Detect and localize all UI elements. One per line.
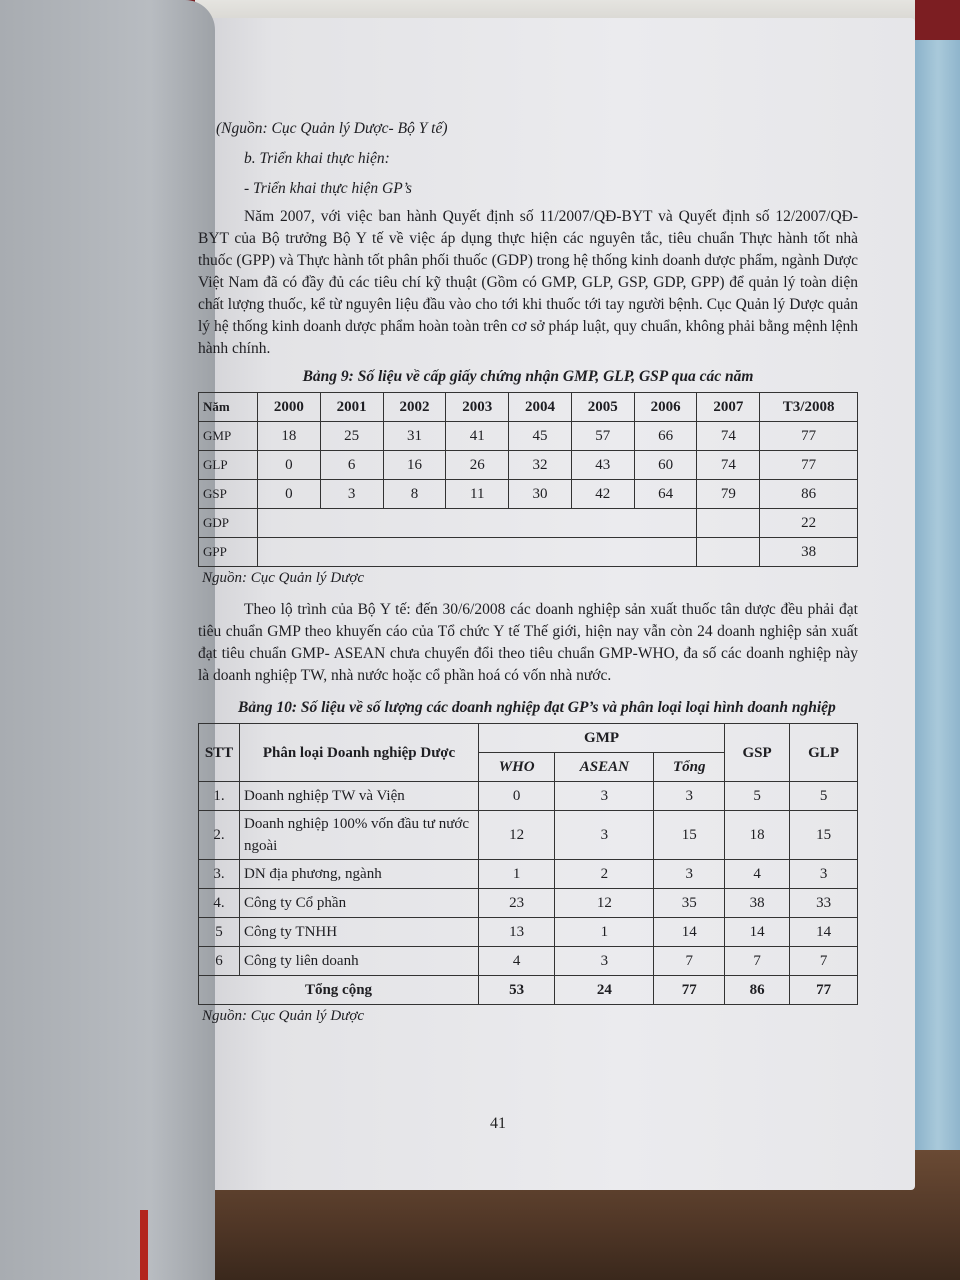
table-cell: 18 — [258, 422, 321, 451]
table-cell-empty — [697, 509, 760, 538]
table-cell: 24 — [555, 976, 654, 1005]
page-number: 41 — [490, 1115, 506, 1132]
table9-header-cell: 2006 — [634, 393, 697, 422]
table-cell: 1 — [555, 918, 654, 947]
table-cell: 1 — [479, 860, 555, 889]
table-row — [199, 947, 858, 976]
table-cell: 30 — [509, 480, 572, 509]
table-cell: GDP — [199, 509, 258, 538]
table-cell: 77 — [654, 976, 725, 1005]
total-label: Tổng cộng — [199, 976, 479, 1005]
table10-header-cell: WHO — [479, 753, 555, 782]
table-cell: Công ty TNHH — [240, 918, 479, 947]
table9-header-cell: 2001 — [320, 393, 383, 422]
table-cell: 6 — [320, 451, 383, 480]
table-row — [199, 451, 858, 480]
source-line: (Nguồn: Cục Quản lý Dược- Bộ Y tế) — [216, 120, 448, 137]
table-cell: 57 — [571, 422, 634, 451]
table-cell: 18 — [725, 811, 790, 860]
table9-source: Nguồn: Cục Quản lý Dược — [202, 570, 364, 586]
table-cell: 12 — [479, 811, 555, 860]
table-cell: 31 — [383, 422, 446, 451]
table10-source: Nguồn: Cục Quản lý Dược — [202, 1008, 364, 1024]
table-cell: 2. — [199, 811, 240, 860]
table-cell: 77 — [790, 976, 858, 1005]
table-cell: 3 — [555, 947, 654, 976]
table-cell: 11 — [446, 480, 509, 509]
table-cell: 66 — [634, 422, 697, 451]
table-cell: 38 — [725, 889, 790, 918]
table-cell: 7 — [790, 947, 858, 976]
table-9 — [198, 392, 858, 567]
table-cell: 86 — [725, 976, 790, 1005]
table-row — [199, 509, 858, 538]
table-cell: 3 — [555, 811, 654, 860]
table9-header-cell: Năm — [199, 393, 258, 422]
table-cell: 41 — [446, 422, 509, 451]
table-cell: DN địa phương, ngành — [240, 860, 479, 889]
table-cell: 35 — [654, 889, 725, 918]
table10-header-cell: STT — [199, 724, 240, 782]
table-cell: 77 — [760, 422, 858, 451]
table-cell: 15 — [654, 811, 725, 860]
table-cell: 64 — [634, 480, 697, 509]
table-cell: 0 — [479, 782, 555, 811]
table-cell: 4 — [725, 860, 790, 889]
table-cell: 3 — [320, 480, 383, 509]
table-cell: 8 — [383, 480, 446, 509]
table-cell: Công ty liên doanh — [240, 947, 479, 976]
table9-header-cell: T3/2008 — [760, 393, 858, 422]
heading-b: b. Triển khai thực hiện: — [244, 150, 390, 167]
table9-header-cell: 2000 — [258, 393, 321, 422]
paragraph-2: Theo lộ trình của Bộ Y tế: đến 30/6/2008 các doanh nghiệp sản xuất thuốc tân dược đều phải đạt tiêu chuẩn GMP theo khuyến cáo của Tổ chức Y tế Thế giới, hiện nay vẫn còn 24 doanh nghiệp sản xuất đạt tiêu chuẩn GMP- ASEAN chưa chuyển đổi theo tiêu chuẩn GMP-WHO, đa số các doanh nghiệp này là doanh nghiệp TW, nhà nước hoặc cổ phần hoá có vốn nhà nước. — [198, 601, 858, 684]
table-cell: 53 — [479, 976, 555, 1005]
table10-header-row — [199, 724, 858, 753]
table-cell: 4 — [479, 947, 555, 976]
table-row — [199, 860, 858, 889]
table-cell: 22 — [760, 509, 858, 538]
table-cell: GPP — [199, 538, 258, 567]
table-row — [199, 889, 858, 918]
table-cell: 26 — [446, 451, 509, 480]
table-cell: Doanh nghiệp 100% vốn đầu tư nước ngoài — [240, 811, 479, 860]
table-cell: 14 — [654, 918, 725, 947]
table-cell: 5 — [725, 782, 790, 811]
table-cell: GLP — [199, 451, 258, 480]
table-cell: 3. — [199, 860, 240, 889]
table-cell: 74 — [697, 451, 760, 480]
table10-header-cell: GMP — [479, 724, 725, 753]
table10-header-cell: Tổng — [654, 753, 725, 782]
table-row — [199, 480, 858, 509]
heading-gp: - Triển khai thực hiện GP’s — [244, 180, 412, 197]
table-10 — [198, 723, 858, 1005]
table-cell: 7 — [725, 947, 790, 976]
table-cell: 14 — [725, 918, 790, 947]
table-cell: 2 — [555, 860, 654, 889]
table-row — [199, 918, 858, 947]
table-cell: 25 — [320, 422, 383, 451]
table-cell: 4. — [199, 889, 240, 918]
table-cell: 14 — [790, 918, 858, 947]
table10-header-cell: GLP — [790, 724, 858, 782]
table-cell: 74 — [697, 422, 760, 451]
table-cell: 33 — [790, 889, 858, 918]
ribbon-bookmark — [140, 1210, 148, 1280]
table-cell: 45 — [509, 422, 572, 451]
page-content — [198, 118, 858, 1037]
table-cell: 79 — [697, 480, 760, 509]
table-cell: 12 — [555, 889, 654, 918]
table-cell: 15 — [790, 811, 858, 860]
table-cell: Công ty Cổ phần — [240, 889, 479, 918]
table-cell: 1. — [199, 782, 240, 811]
table9-header-row — [199, 393, 858, 422]
table-cell-empty — [258, 538, 697, 567]
table-row — [199, 422, 858, 451]
table-cell: 0 — [258, 451, 321, 480]
table-cell: 0 — [258, 480, 321, 509]
table9-header-cell: 2002 — [383, 393, 446, 422]
table-cell: Doanh nghiệp TW và Viện — [240, 782, 479, 811]
table9-caption: Bảng 9: Số liệu về cấp giấy chứng nhận GMP, GLP, GSP qua các năm — [302, 368, 754, 385]
table-cell: 86 — [760, 480, 858, 509]
table-cell: 3 — [654, 860, 725, 889]
table-cell: 3 — [654, 782, 725, 811]
table-cell: 5 — [790, 782, 858, 811]
table-cell: 5 — [199, 918, 240, 947]
table-cell: 43 — [571, 451, 634, 480]
table9-header-cell: 2005 — [571, 393, 634, 422]
table-cell: 3 — [555, 782, 654, 811]
table-cell: 7 — [654, 947, 725, 976]
table10-header-cell: Phân loại Doanh nghiệp Dược — [240, 724, 479, 782]
table10-caption: Bảng 10: Số liệu về số lượng các doanh nghiệp đạt GP’s và phân loại loại hình doanh nghiệp — [238, 699, 836, 716]
table-cell: 77 — [760, 451, 858, 480]
table-row — [199, 811, 858, 860]
table-cell: 6 — [199, 947, 240, 976]
table-cell: GSP — [199, 480, 258, 509]
book-cover-front — [0, 0, 215, 1280]
table-cell-empty — [258, 509, 697, 538]
table-cell: 16 — [383, 451, 446, 480]
table-cell: 23 — [479, 889, 555, 918]
table-cell-empty — [697, 538, 760, 567]
table9-header-cell: 2007 — [697, 393, 760, 422]
table-total-row — [199, 976, 858, 1005]
table9-header-cell: 2004 — [509, 393, 572, 422]
table-cell: 32 — [509, 451, 572, 480]
table-cell: 13 — [479, 918, 555, 947]
table10-header-cell: GSP — [725, 724, 790, 782]
table-row — [199, 782, 858, 811]
table9-header-cell: 2003 — [446, 393, 509, 422]
table10-header-cell: ASEAN — [555, 753, 654, 782]
table-cell: 42 — [571, 480, 634, 509]
table-cell: 60 — [634, 451, 697, 480]
table-cell: GMP — [199, 422, 258, 451]
table-cell: 3 — [790, 860, 858, 889]
table-row — [199, 538, 858, 567]
paragraph-1: Năm 2007, với việc ban hành Quyết định số 11/2007/QĐ-BYT và Quyết định số 12/2007/QĐ-BYT của Bộ trưởng Bộ Y tế về việc áp dụng thực hiện các nguyên tắc, tiêu chuẩn Thực hành tốt nhà thuốc (GPP) và Thực hành tốt phân phối thuốc (GDP) trong hệ thống kinh doanh dược phẩm, ngành Dược Việt Nam đã có đầy đủ các tiêu chí kỹ thuật (Gồm có GMP, GLP, GSP, GDP, GPP) để quản lý toàn diện chất lượng thuốc, kể từ nguyên liệu đầu vào cho tới khi thuốc tới tay người bệnh. Cục Quản lý Dược quản lý hệ thống kinh doanh dược phẩm hoàn toàn trên cơ sở pháp luật, quy chuẩn, không phải bằng mệnh lệnh hành chính. — [198, 208, 858, 357]
table-cell: 38 — [760, 538, 858, 567]
